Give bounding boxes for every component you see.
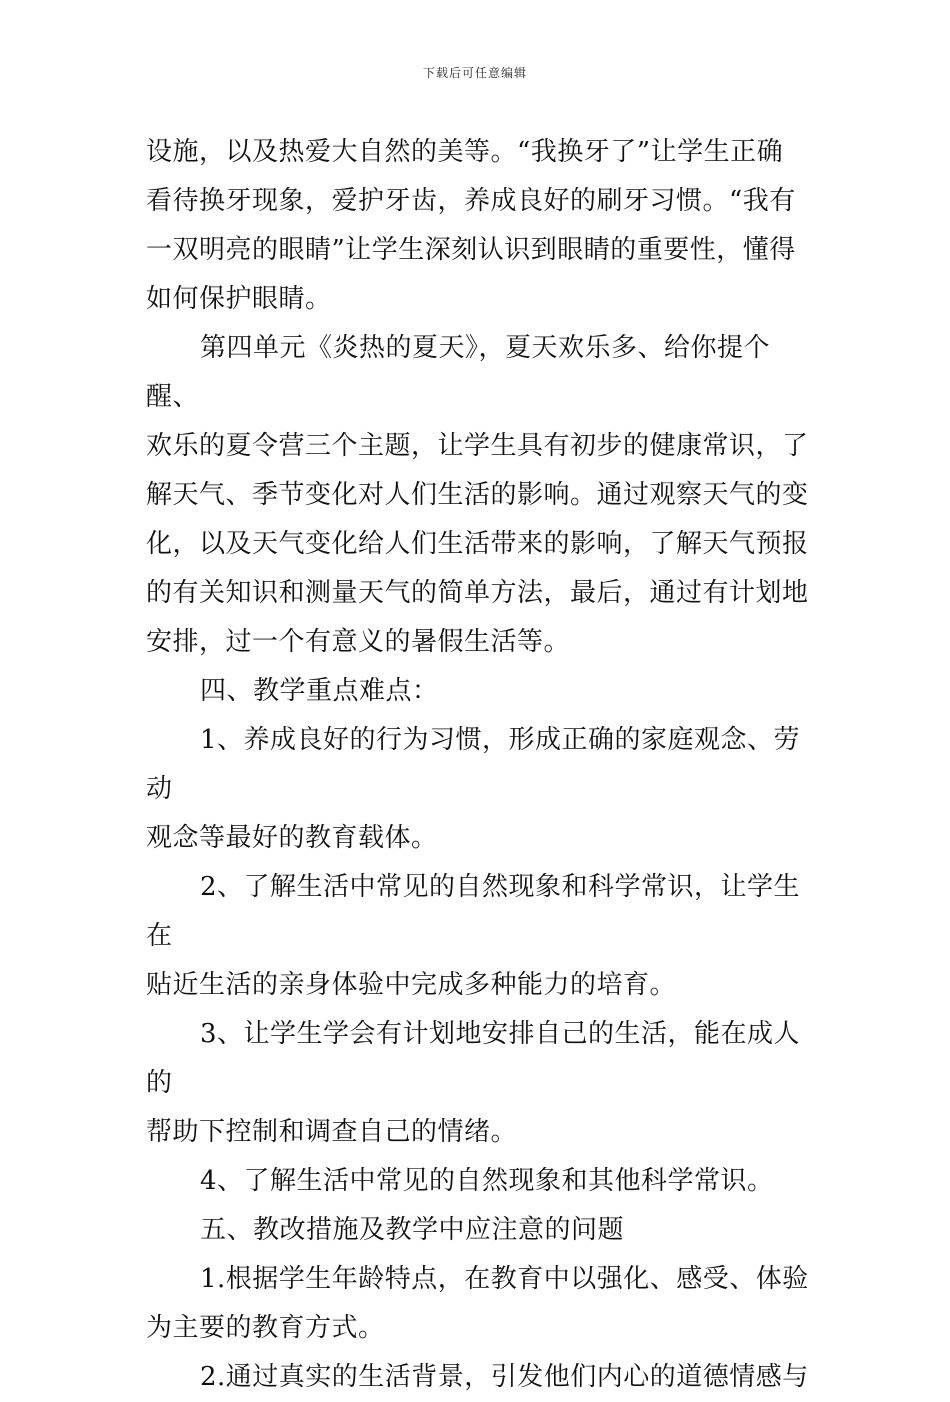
list-item: 4、了解生活中常见的自然现象和其他科学常识。 — [200, 1166, 774, 1196]
section-heading: 四、教学重点难点： — [200, 676, 439, 706]
list-item: 3、让学生学会有计划地安排自己的生活，能在成人的 帮助下控制和调查自己的情绪。 — [146, 1019, 801, 1147]
paragraph: 第四单元《炎热的夏天》，夏天欢乐多、给你提个醒、 欢乐的夏令营三个主题，让学生具有初步的健康常识，了 解天气、季节变化对人们生活的影响。通过观察天气的变 化，以及天气变化给人们生活带来的影响，了解天气预报 的有关知识和测量天气的简单方法，最后，通过有计划地 安排，过一个有意义的暑假生活等。 — [146, 333, 809, 657]
page-header: 下载后可任意编辑 — [422, 66, 527, 80]
paragraph: 设施，以及热爱大自然的美等。“我换牙了”让学生正确 看待换牙现象，爱护牙齿，养成良好的刷牙习惯。“我有 一双明亮的眼睛”让学生深刻认识到眼睛的重要性，懂得 如何保护眼睛。 — [146, 137, 796, 314]
list-item: 2、了解生活中常见的自然现象和科学常识，让学生在 贴近生活的亲身体验中完成多种能力的培育。 — [146, 872, 801, 1000]
list-item: 1.根据学生年龄特点，在教育中以强化、感受、体验 为主要的教育方式。 — [146, 1264, 809, 1343]
list-item: 2.通过真实的生活背景，引发他们内心的道德情感与 — [200, 1362, 809, 1392]
section-heading: 五、教改措施及教学中应注意的问题 — [200, 1215, 625, 1245]
list-item: 1、养成良好的行为习惯，形成正确的家庭观念、劳动 观念等最好的教育载体。 — [146, 725, 801, 853]
document-body — [146, 128, 810, 1402]
